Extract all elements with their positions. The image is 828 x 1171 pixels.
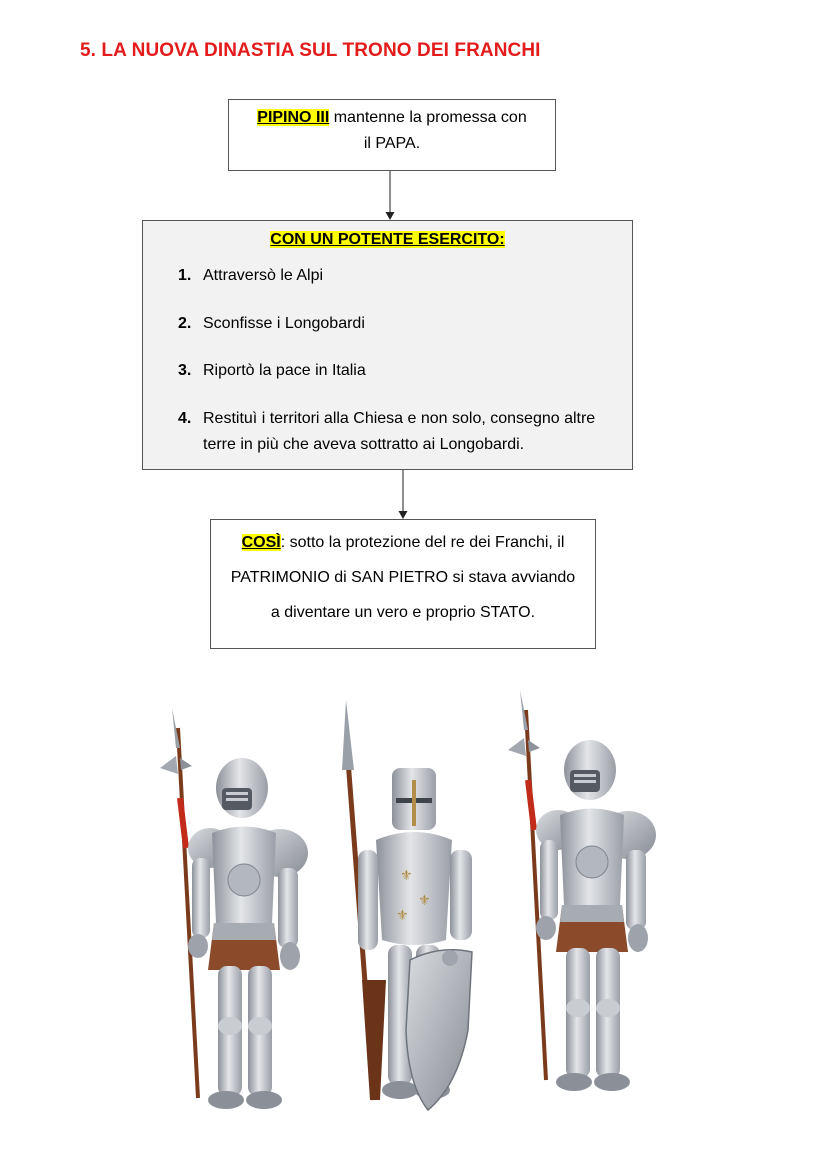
svg-text:⚜: ⚜	[400, 868, 413, 884]
page-title: 5. LA NUOVA DINASTIA SUL TRONO DEI FRANCHI	[80, 40, 541, 61]
pipino-highlight: PIPINO III	[257, 109, 330, 126]
list-item: 3. Riportò la pace in Italia	[178, 362, 366, 379]
list-item: 4. Restituì i territori alla Chiesa e non solo, consegno altre terre in più che aveva sottratto ai Longobardi.	[178, 410, 596, 453]
arrow-down-1	[384, 171, 396, 221]
stato-line3: a diventare un vero e proprio STATO.	[270, 604, 536, 621]
svg-text:⚜: ⚜	[418, 893, 431, 909]
army-box	[142, 220, 633, 470]
list-item: 2. Sconfisse i Longobardi	[178, 315, 365, 332]
knight-middle-icon	[342, 700, 472, 1110]
stato-line1: : sotto la protezione del re dei Franchi, il	[280, 534, 565, 551]
cosi-highlight: COSÌ	[241, 534, 281, 551]
knight-left-icon	[160, 708, 308, 1109]
army-heading: CON UN POTENTE ESERCITO:	[270, 231, 505, 248]
stato-box	[210, 519, 596, 649]
list-item: 1. Attraversò le Alpi	[178, 267, 324, 284]
svg-text:⚜: ⚜	[396, 908, 409, 924]
knights-illustration	[150, 690, 690, 1130]
arrow-down-2	[397, 470, 409, 520]
knight-right-icon	[508, 690, 656, 1091]
pipino-box	[228, 99, 556, 171]
pipino-line2: il PAPA.	[363, 135, 421, 152]
pipino-line1: mantenne la promessa con	[329, 109, 527, 126]
stato-line2: PATRIMONIO di SAN PIETRO si stava avviando	[230, 569, 576, 586]
